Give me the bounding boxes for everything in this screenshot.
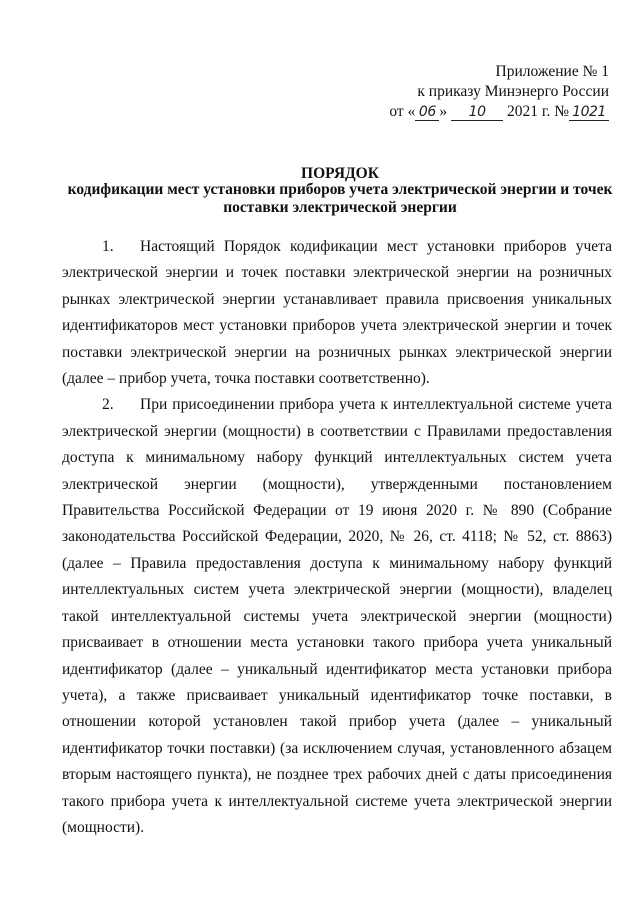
order-number-field xyxy=(569,104,609,121)
appendix-date-line xyxy=(389,102,609,122)
paragraph-1 xyxy=(62,234,612,392)
document-subtitle-line1: кодификации мест установки приборов учета электрической энергии и точек xyxy=(67,181,613,198)
appendix-block xyxy=(389,62,609,122)
date-month-field xyxy=(451,104,503,121)
paragraph-number: 1. xyxy=(102,238,114,255)
document-body xyxy=(62,234,612,841)
appendix-line1: Приложение № 1 xyxy=(495,63,609,80)
paragraph-text: Настоящий Порядок кодификации мест установки приборов учета электрической энергии и точек поставки электрической энергии на розничных рынках электрической энергии устанавливает правила присвоения уникальных идентификаторов мест установки приборов учета электрической энергии и точек поставки электрической энергии на розничных рынках электрической энергии (далее – прибор учета, точка поставки соответственно). xyxy=(62,238,612,388)
handwritten-order-number: 1021 xyxy=(572,104,606,120)
handwritten-day: 06 xyxy=(418,104,436,120)
date-year-number-label: 2021 г. № xyxy=(506,103,569,120)
appendix-line2: к приказу Минэнерго России xyxy=(417,83,609,100)
date-day-field xyxy=(415,104,439,121)
handwritten-month: 10 xyxy=(468,104,486,120)
paragraph-2 xyxy=(62,392,612,841)
date-day-close: » xyxy=(439,103,448,120)
date-prefix: от « xyxy=(389,103,416,120)
document-subtitle-line2: поставки электрической энергии xyxy=(223,199,457,216)
paragraph-text: При присоединении прибора учета к интеллектуальной системе учета электрической энергии (мощности) в соответствии с Правилами предоставления доступа к минимальному набору функций интеллектуальных систем учета электрической энергии (мощности), утвержденными постановлением Правительства Российской Федерации от 19 июня 2020 г. № 890 (Собрание законодательства Российской Федерации, 2020, № 26, ст. 4118; № 52, ст. 8863) (далее – Правила предоставления доступа к минимальному набору функций интеллектуальных систем учета электрической энергии (мощности), владелец такой интеллектуальной системы учета электрической энергии (мощности) присваивает в отношении места установки такого прибора учета уникальный идентификатор (далее – уникальный идентификатор места установки прибора учета), а также присваивает уникальный идентификатор точке поставки, в отношении которой установлен такой прибор учета (далее – уникальный идентификатор точки поставки) (за исключением случая, установленного абзацем вторым настоящего пункта), не позднее трех рабочих дней с даты присоединения такого прибора учета к интеллектуальной системе учета электрической энергии (мощности). xyxy=(62,396,612,836)
paragraph-number: 2. xyxy=(102,396,114,414)
document-title: ПОРЯДОК xyxy=(301,165,379,182)
